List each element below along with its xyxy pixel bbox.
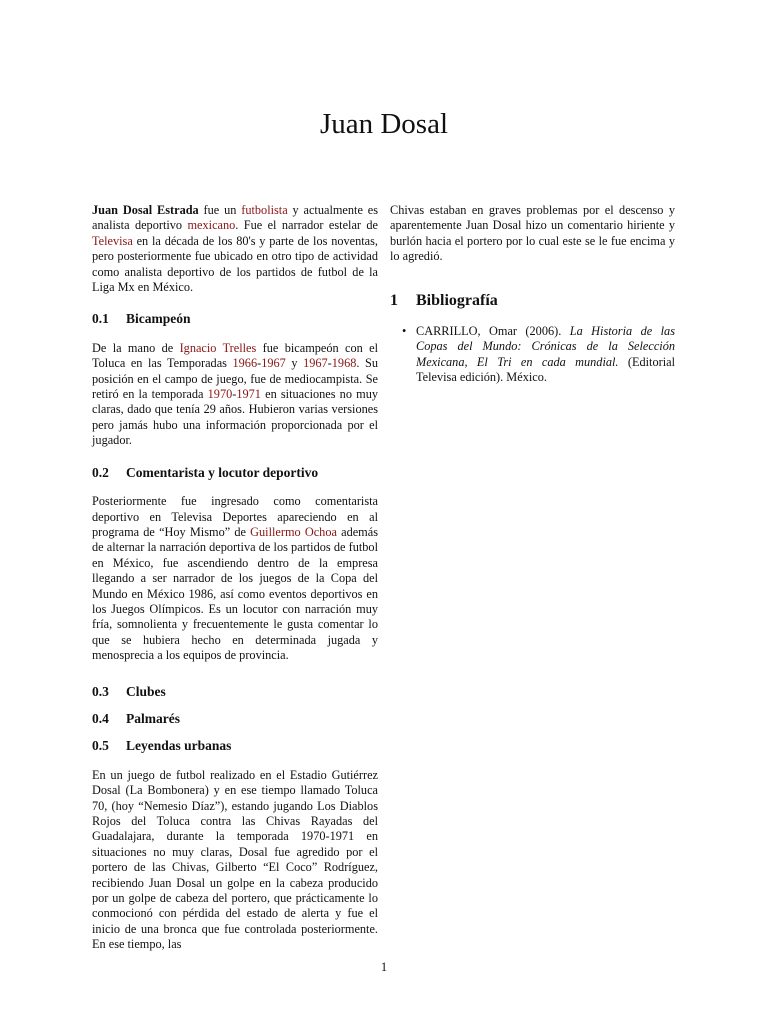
link-futbolista[interactable]: futbolista [241, 203, 288, 217]
section-number: 0.2 [92, 464, 109, 480]
link-1968[interactable]: 1968 [331, 356, 357, 371]
bicampeon-paragraph [92, 341, 378, 449]
text-span: - [327, 356, 332, 371]
page-title: Juan Dosal [319, 108, 449, 140]
leyendas-paragraph-continued: Chivas estaban en graves problemas por el descenso y aparentemente Juan Dosal hizo un comentario hiriente y burlón hacia el portero por lo cual este se le fue encima y lo agredió. [390, 203, 675, 264]
link-1967[interactable]: 1967 [303, 356, 328, 371]
heading-leyendas [92, 738, 378, 753]
heading-palmares [92, 711, 378, 726]
section-number: 0.3 [92, 683, 109, 699]
link-1967[interactable]: 1967 [261, 356, 286, 371]
section-title: Bicampeón [126, 311, 191, 327]
link-ignacio-trelles[interactable]: Ignacio Trelles [179, 340, 257, 355]
section-number: 0.1 [92, 311, 109, 327]
section-number: 0.4 [92, 710, 109, 726]
heading-bicampeon [92, 311, 378, 326]
text-span: en situaciones no muy claras, dado que tenía 29 años. Hubieron varias versiones pero jamás hubo una información proporcionada por el jugador. [92, 387, 378, 448]
section-title: Comentarista y locutor deportivo [126, 464, 319, 480]
subject-name: Juan Dosal Estrada [92, 203, 199, 217]
text-span: además de alternar la narración deportiva de los partidos de futbol en México, fue ascendiendo dentro de la empresa llegando a ser narrador de los juegos de la Copa del Mundo en México 1986, así como eventos deportivos en los Juegos Olímpicos. Es un locutor con narración muy fría, somnolienta y frecuentemente le gusta comentar lo que se hubiera hecho en determinada jugada y menosprecia a los equipos de provincia. [92, 524, 378, 663]
section-number: 0.5 [92, 738, 109, 754]
link-televisa[interactable]: Televisa [92, 233, 133, 248]
leyendas-paragraph: En un juego de futbol realizado en el Estadio Gutiérrez Dosal (La Bombonera) y en ese tiempo llamado Toluca 70, (hoy “Nemesio Díaz”), estando jugando Los Diablos Rojos del Toluca contra las Chivas Rayadas del Guadalajara, durante la temporada 1970-1971 en situaciones no muy claras, Dosal fue agredido por el portero de las Chivas, Gilberto “El Coco” Rodríguez, recibiendo Juan Dosal un golpe en la cabeza producido por un golpe de cabeza del portero, que prácticamente lo conmocionó con pérdida del estado de alerta y fue el inicio de una bronca que fue controlada posteriormente. En ese tiempo, las [92, 767, 378, 952]
text-span: . Fue el narrador estelar de [235, 218, 378, 233]
link-1970[interactable]: 1970 [207, 387, 233, 402]
link-mexicano[interactable]: mexicano [187, 218, 236, 233]
comentarista-paragraph [92, 494, 378, 663]
bibliography-list [390, 324, 675, 386]
bibliography-entry [390, 324, 675, 386]
text-span: - [232, 387, 237, 402]
section-title: Bibliografía [416, 291, 498, 309]
right-column [390, 203, 675, 386]
text-span: De la mano de [92, 340, 180, 355]
section-number: 1 [390, 291, 398, 309]
heading-bibliografia [390, 293, 675, 308]
text-span: fue bicampeón con el Toluca en las Temporadas [92, 340, 379, 371]
entry-author: CARRILLO, Omar (2006). [416, 324, 570, 339]
text-span: Posteriormente fue ingresado como comentarista deportivo en Televisa Deportes apareciendo en al programa de “Hoy Mismo” de [92, 494, 378, 539]
link-guillermo-ochoa[interactable]: Guillermo Ochoa [250, 524, 337, 539]
link-1966[interactable]: 1966 [232, 356, 258, 371]
section-title: Palmarés [126, 710, 180, 726]
entry-publisher: (Editorial Televisa edición). México. [416, 354, 675, 385]
section-title: Leyendas urbanas [126, 738, 232, 754]
text-span: y [285, 356, 304, 371]
entry-title: La Historia de las Copas del Mundo: Crónicas de la Selección Mexicana, El Tri en cada mundial. [416, 324, 675, 369]
text-span: . Su posición en el campo de juego, fue de mediocampista. Se retiró en la temporada [92, 356, 378, 402]
left-column [92, 203, 378, 959]
text-span: fue un [198, 203, 242, 217]
page-number: 1 [380, 960, 388, 974]
text-span: - [257, 356, 262, 371]
bullet-icon: • [402, 324, 407, 339]
intro-paragraph [92, 203, 378, 295]
heading-comentarista [92, 465, 378, 480]
heading-clubes [92, 684, 378, 699]
text-span: y actualmente es analista deportivo [92, 203, 378, 233]
text-span: en la década de los 80's y parte de los noventas, pero posteriormente fue ubicado en otro tipo de actividad como analista deportivo de los partidos de futbol de la Liga Mx en México. [92, 233, 378, 295]
section-title: Clubes [126, 683, 166, 699]
link-1971[interactable]: 1971 [236, 387, 261, 402]
